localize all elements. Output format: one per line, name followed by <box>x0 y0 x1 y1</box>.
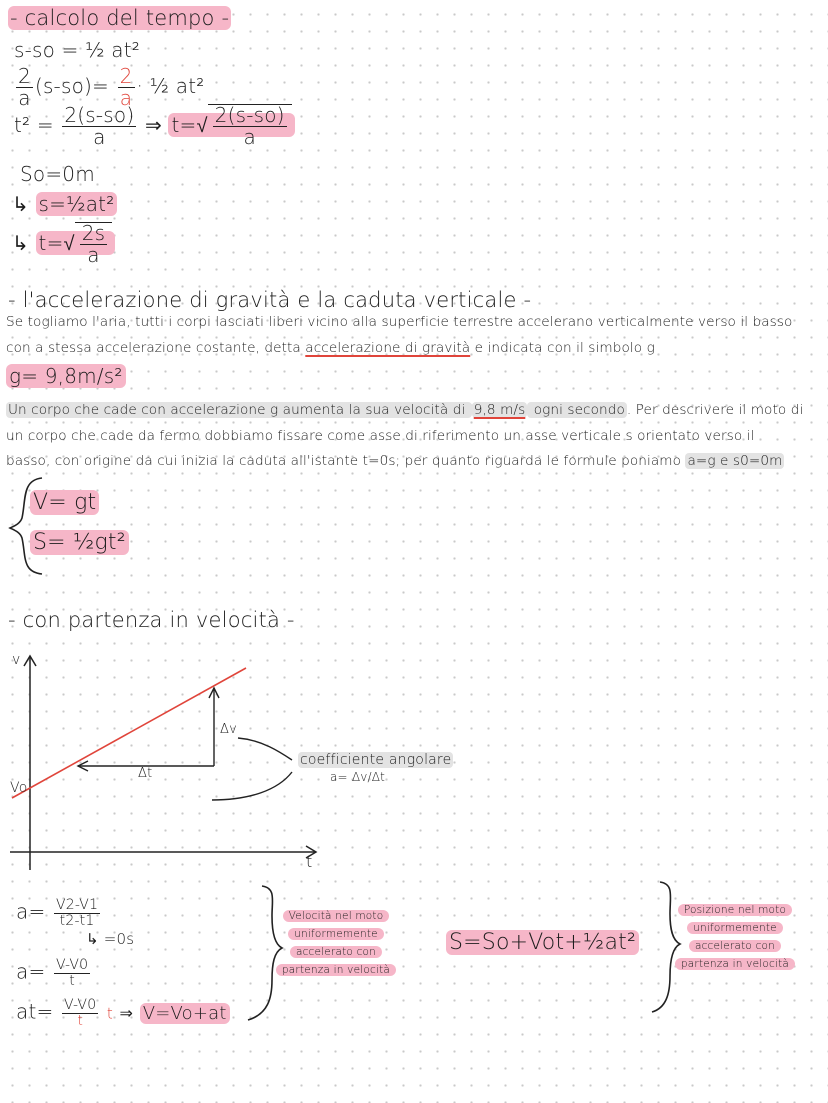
delta-v-label: Δv <box>220 722 237 737</box>
grey-highlight: coefficiente angolare <box>300 752 452 768</box>
formula-a-simplified <box>16 958 92 988</box>
text: · ½ at² <box>136 74 205 98</box>
title-text: - calcolo del tempo - <box>10 6 230 30</box>
text: con a stessa accelerazione costante, detta <box>6 340 306 356</box>
text: a= <box>16 899 46 924</box>
highlight: S=So+Vot+½at² <box>446 930 639 955</box>
arrow-icon: ↳ <box>12 192 29 216</box>
num: 2 <box>18 64 31 88</box>
num: V2-V1 <box>55 897 99 913</box>
system-equation-1 <box>30 490 99 515</box>
den: a <box>18 86 31 110</box>
text: e indicata con il simbolo g <box>470 340 655 356</box>
coeff-connector-bottom <box>212 772 292 800</box>
den: a <box>93 125 106 149</box>
tag: accelerato con <box>290 946 382 958</box>
text: . Per descrivere il moto di <box>626 402 804 418</box>
den: t2-t1 <box>59 912 95 929</box>
fraction <box>62 998 98 1028</box>
num: 2 <box>119 64 133 88</box>
t1-zero-note: ↳ =0s <box>86 930 135 948</box>
axis-label-v: v <box>12 652 21 668</box>
highlight: V= gt <box>30 490 99 515</box>
highlight: V=Vo+at <box>140 1003 230 1024</box>
velocity-tags <box>274 910 398 976</box>
fraction <box>54 958 90 988</box>
text: a= <box>16 959 46 984</box>
den: t <box>77 1012 84 1029</box>
cancelled-t: t <box>106 1004 113 1023</box>
tag: Posizione nel moto <box>678 904 792 916</box>
tag: uniformemente <box>687 922 783 934</box>
tag: accelerato con <box>689 940 781 952</box>
section-title-partenza: - con partenza in velocità - <box>8 608 295 632</box>
num: 2s <box>81 221 106 245</box>
num: V-V0 <box>64 997 97 1013</box>
coefficient-formula: a= Δv/Δt <box>330 770 386 784</box>
fraction <box>54 898 100 928</box>
implies-arrow: ⇒ <box>119 1003 134 1023</box>
text: basso, con origine da cui inizia la caduta all'istante t=0s; per quanto riguarda le formule poniamo <box>6 453 686 469</box>
position-tags <box>672 904 798 970</box>
tag: partenza in velocità <box>675 958 795 970</box>
text: t² = <box>14 113 54 137</box>
den: a <box>87 243 100 267</box>
coefficient-label <box>298 752 453 768</box>
den: a <box>243 125 256 149</box>
paragraph-2-line-2: un corpo che cade da fermo dobbiamo fissare come asse di riferimento un asse verticale s orientato verso il <box>6 428 755 444</box>
underlined-term: accelerazione di gravità <box>305 340 471 356</box>
tag: partenza in velocità <box>276 964 396 976</box>
text: t= <box>38 231 64 255</box>
tag: Velocità nel moto <box>283 910 390 922</box>
system-equation-2 <box>30 530 129 555</box>
section-title-gravita: - l'accelerazione di gravità e la caduta verticale - <box>8 288 532 312</box>
den: t <box>69 972 75 989</box>
equation-line-1: s-so = ½ at² <box>14 38 141 62</box>
grey-highlight: ogni secondo <box>529 402 625 418</box>
underlined-value: 9,8 m/s <box>473 402 526 418</box>
axis-label-t: t <box>306 852 313 871</box>
delta-t-label: Δt <box>138 766 153 781</box>
position-formula <box>446 930 639 955</box>
highlight: g= 9,8m/s² <box>6 364 126 388</box>
velocity-line <box>12 668 246 798</box>
highlight: s=½at² <box>36 192 118 216</box>
coeff-connector-top <box>238 738 292 760</box>
tag: uniformemente <box>288 928 384 940</box>
num: 2(s-so) <box>214 103 285 127</box>
num: V-V0 <box>55 957 89 973</box>
grey-highlight: Un corpo che cade con accelerazione g aumenta la sua velocità di <box>8 402 470 418</box>
paragraph-1-line-1: Se togliamo l'aria, tutti i corpi lasciati liberi vicino alla superficie terrestre accelerano verticalmente verso il basso <box>6 314 793 330</box>
den: a <box>119 86 133 110</box>
text: at= <box>16 999 54 1024</box>
text: (s-so)= <box>34 74 109 98</box>
highlight-result: t=√ $\frac{2(s-so)}{a}$ <box>168 113 294 137</box>
implies-arrow: ⇒ <box>144 113 162 137</box>
so-value: So=0m <box>20 162 95 186</box>
grey-highlight: a=g e s0=0m <box>687 453 783 469</box>
arrow-icon: ↳ <box>12 231 29 255</box>
v0-label: Vo <box>10 780 28 796</box>
num: 2(s-so) <box>64 103 135 127</box>
formula-velocity <box>16 998 230 1028</box>
highlight: S= ½gt² <box>30 530 129 555</box>
text: t= <box>171 113 197 137</box>
formula-a-definition <box>16 898 102 928</box>
highlight: t=√ $\frac{2s}{a}$ <box>36 231 116 255</box>
